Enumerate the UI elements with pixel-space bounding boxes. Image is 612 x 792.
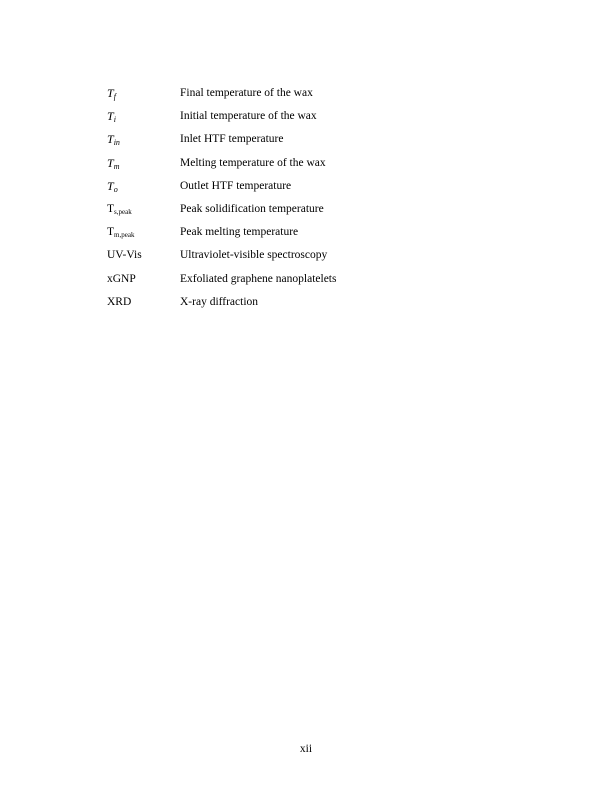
abbreviation-row <box>107 154 527 177</box>
abbreviation-definition: Peak melting temperature <box>180 226 299 239</box>
abbreviation-definition: Final temperature of the wax <box>180 87 313 99</box>
abbreviation-row <box>107 246 527 269</box>
abbreviation-definition: Melting temperature of the wax <box>180 156 326 169</box>
abbreviation-symbol: $T_{in}$ <box>107 132 120 148</box>
abbreviation-definition: Exfoliated graphene nanoplatelets <box>180 272 337 285</box>
abbreviation-symbol: xGNP <box>107 272 136 285</box>
abbreviation-row <box>107 223 527 246</box>
abbreviation-symbol: $T_m$ <box>107 155 120 171</box>
abbreviation-definition: Peak solidification temperature <box>180 202 324 215</box>
abbreviation-definition: Initial temperature of the wax <box>180 110 317 123</box>
abbreviation-definition: Outlet HTF temperature <box>180 179 292 192</box>
abbreviation-row <box>107 270 527 293</box>
page-number: xii <box>299 743 313 755</box>
abbreviation-list <box>107 84 527 316</box>
abbreviation-row <box>107 130 527 153</box>
abbreviation-symbol: XRD <box>107 295 132 308</box>
abbreviation-symbol: $T_f$ <box>107 86 116 101</box>
abbreviation-symbol: $T_o$ <box>107 178 118 194</box>
abbreviation-definition: Inlet HTF temperature <box>180 133 284 146</box>
abbreviation-symbol: $T_{m,peak}$ <box>107 226 135 240</box>
abbreviation-symbol: $T_{s,peak}$ <box>107 202 132 216</box>
abbreviation-symbol: UV-Vis <box>107 249 142 262</box>
abbreviation-row <box>107 293 527 316</box>
abbreviation-row <box>107 200 527 223</box>
abbreviation-symbol: $T_i$ <box>107 109 116 125</box>
abbreviation-row <box>107 107 527 130</box>
abbreviation-definition: X-ray diffraction <box>180 295 259 308</box>
abbreviation-definition: Ultraviolet-visible spectroscopy <box>180 249 328 262</box>
abbreviation-row <box>107 84 527 107</box>
abbreviation-row <box>107 177 527 200</box>
